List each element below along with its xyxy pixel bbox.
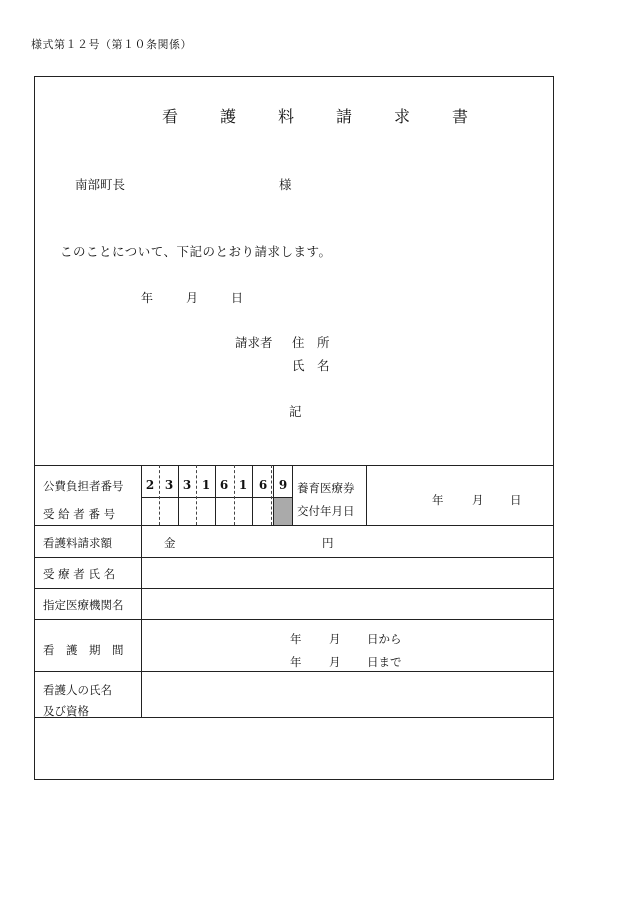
nurse-label-line2: 及び資格 [43, 704, 89, 718]
public-burden-digit: 6 [258, 478, 268, 492]
amount-unit: 円 [322, 536, 334, 550]
period-to-year: 年 [290, 655, 302, 669]
title-char: 護 [219, 107, 236, 126]
period-label: 看 護 期 間 [43, 643, 124, 657]
claimant-address-label: 住 所 [292, 335, 330, 350]
period-from-year: 年 [290, 632, 302, 646]
form-title [0, 104, 630, 127]
issue-year-label: 年 [432, 493, 444, 507]
addressee-name: 南部町長 [75, 177, 126, 192]
period-from-month: 月 [329, 632, 341, 646]
amount-label: 看護料請求額 [43, 536, 112, 550]
period-to-day: 日まで [367, 655, 402, 669]
shaded-check-digit [274, 498, 292, 525]
public-burden-digit: 3 [182, 478, 192, 492]
public-burden-digit: 9 [278, 478, 288, 492]
title-char: 求 [394, 107, 411, 126]
institution-label: 指定医療機関名 [43, 598, 124, 612]
record-label: 記 [289, 404, 302, 419]
public-burden-digit: 1 [238, 478, 248, 492]
title-char: 料 [277, 107, 294, 126]
issue-day-label: 日 [510, 493, 522, 507]
certificate-label: 養育医療券 [297, 481, 355, 495]
claimant-name-label: 氏 名 [292, 358, 330, 373]
public-burden-digit: 2 [145, 478, 155, 492]
nurse-label-line1: 看護人の氏名 [43, 683, 112, 697]
title-char: 書 [452, 107, 469, 126]
issue-month-label: 月 [472, 493, 484, 507]
amount-prefix: 金 [164, 536, 176, 550]
claimant-label: 請求者 [235, 335, 273, 350]
public-burden-label: 公費負担者番号 [43, 479, 124, 493]
date-year-label: 年 [141, 291, 154, 305]
addressee-honorific: 様 [279, 177, 292, 192]
public-burden-digit: 1 [201, 478, 211, 492]
date-day-label: 日 [231, 291, 244, 305]
form-number: 様式第１２号（第１０条関係） [31, 38, 192, 51]
public-burden-digit: 3 [164, 478, 174, 492]
issue-date-label: 交付年月日 [297, 504, 355, 518]
request-statement: このことについて、下記のとおり請求します。 [60, 244, 332, 259]
title-char: 請 [336, 107, 353, 126]
period-to-month: 月 [329, 655, 341, 669]
date-month-label: 月 [186, 291, 199, 305]
patient-name-label: 受 療 者 氏 名 [43, 567, 116, 581]
period-from-day: 日から [367, 632, 402, 646]
recipient-number-label: 受 給 者 番 号 [43, 507, 116, 521]
title-char: 看 [161, 107, 178, 126]
public-burden-digit: 6 [219, 478, 229, 492]
